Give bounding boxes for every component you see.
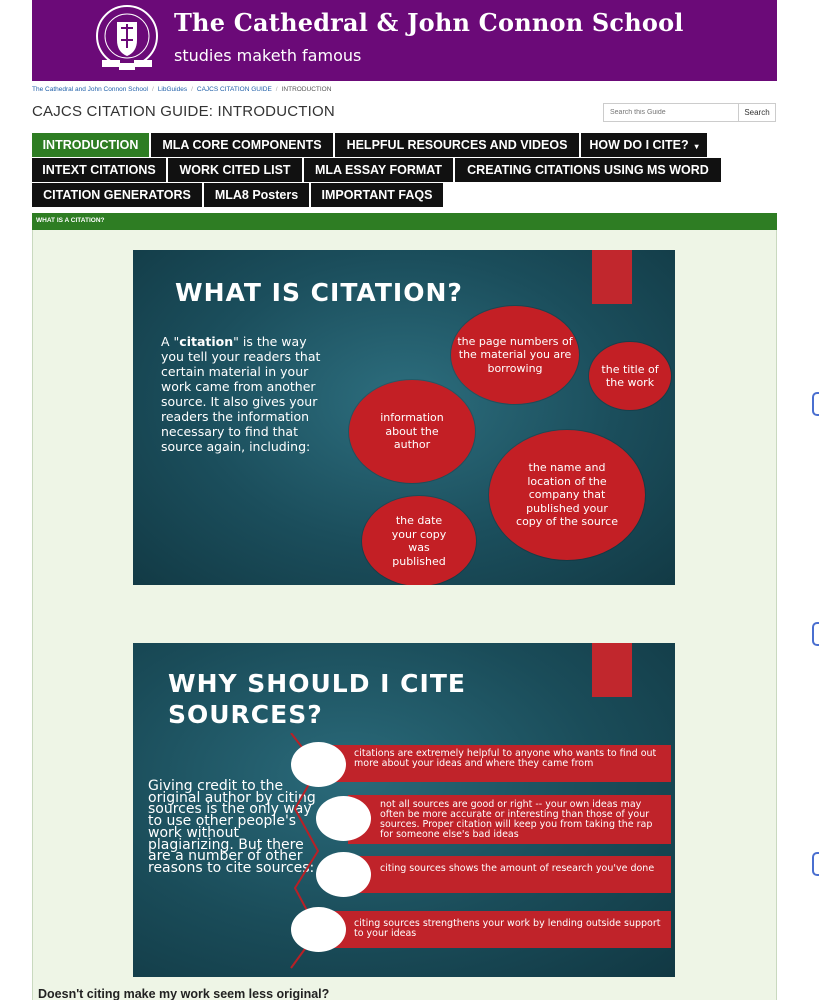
tab-mla-core-components[interactable]: MLA CORE COMPONENTS bbox=[151, 133, 333, 157]
tab-helpful-resources[interactable]: HELPFUL RESOURCES AND VIDEOS bbox=[335, 133, 579, 157]
breadcrumb-current: INTRODUCTION bbox=[281, 86, 332, 93]
bullet-oval bbox=[316, 796, 371, 841]
circle-publisher: the name and location of the company that published your copy of the source bbox=[489, 430, 645, 560]
school-tagline: studies maketh famous bbox=[174, 46, 362, 65]
intro-rest: " is the way you tell your readers that certain material in your work came from another source. It also gives your readers the information necessary to find that source again, including: bbox=[161, 334, 321, 454]
edge-widget[interactable] bbox=[812, 392, 819, 416]
chevron-down-icon: ▾ bbox=[694, 142, 699, 151]
slide-title-line2: SOURCES? bbox=[168, 700, 323, 729]
site-banner bbox=[32, 0, 777, 81]
tab-how-do-i-cite[interactable] bbox=[581, 133, 707, 157]
box-heading-bar bbox=[32, 213, 777, 230]
search-button[interactable]: Search bbox=[738, 103, 776, 122]
breadcrumb bbox=[32, 86, 331, 93]
slide-why-cite-sources bbox=[133, 643, 675, 977]
bullet-oval bbox=[291, 907, 346, 952]
breadcrumb-school[interactable]: The Cathedral and John Connon School bbox=[32, 86, 148, 93]
slide-title: WHAT IS CITATION? bbox=[175, 278, 463, 307]
bullet-oval bbox=[291, 742, 346, 787]
breadcrumb-guide[interactable]: CAJCS CITATION GUIDE bbox=[196, 86, 272, 93]
circle-date: the date your copy was published bbox=[362, 496, 476, 585]
circle-title: the title of the work bbox=[589, 342, 671, 410]
tab-creating-citations-ms-word[interactable]: CREATING CITATIONS USING MS WORD bbox=[455, 158, 721, 182]
tab-important-faqs[interactable]: IMPORTANT FAQS bbox=[311, 183, 443, 207]
breadcrumb-libguides[interactable]: LibGuides bbox=[157, 86, 188, 93]
breadcrumb-separator: / bbox=[275, 86, 278, 93]
slide-intro-text: Giving credit to the original author by citing sources is the only way to use other people's work without plagiarizing. But there are a number of other reasons to cite sources: bbox=[148, 778, 316, 876]
slide-what-is-citation bbox=[133, 250, 675, 585]
slide-red-tab bbox=[592, 250, 632, 304]
box-heading: WHAT IS A CITATION? bbox=[36, 217, 105, 224]
tab-mla8-posters[interactable]: MLA8 Posters bbox=[204, 183, 309, 207]
school-name[interactable]: The Cathedral & John Connon School bbox=[174, 8, 684, 37]
edge-widget[interactable] bbox=[812, 622, 819, 646]
slide-title-line1: WHY SHOULD I CITE bbox=[168, 669, 466, 698]
slide-red-tab bbox=[592, 643, 632, 697]
edge-widget[interactable] bbox=[812, 852, 819, 876]
faq-question: Doesn't citing make my work seem less original? bbox=[38, 987, 330, 1000]
reason-item: citing sources strengthens your work by lending outside support to your ideas bbox=[328, 911, 671, 948]
bullet-oval bbox=[316, 852, 371, 897]
search-input[interactable] bbox=[603, 103, 739, 122]
intro-prefix: A " bbox=[161, 334, 180, 349]
breadcrumb-separator: / bbox=[152, 86, 154, 93]
reason-item: citations are extremely helpful to anyone who wants to find out more about your ideas and where they came from bbox=[328, 745, 671, 782]
circle-page-numbers: the page numbers of the material you are borrowing bbox=[451, 306, 579, 404]
reason-item: citing sources shows the amount of research you've done bbox=[348, 856, 671, 893]
circle-author: information about the author bbox=[349, 380, 475, 483]
intro-bold: citation bbox=[179, 334, 234, 349]
slide-intro-text bbox=[161, 334, 326, 454]
tab-work-cited-list[interactable]: WORK CITED LIST bbox=[168, 158, 302, 182]
tab-citation-generators[interactable]: CITATION GENERATORS bbox=[32, 183, 202, 207]
tab-how-do-i-cite-label: HOW DO I CITE? bbox=[589, 138, 689, 152]
school-crest-icon bbox=[92, 0, 162, 75]
tab-mla-essay-format[interactable]: MLA ESSAY FORMAT bbox=[304, 158, 453, 182]
reason-item: not all sources are good or right -- your own ideas may often be more accurate or interesting than those of your sources. Proper citation will keep you from taking the rap for someone else's bad ideas bbox=[348, 795, 671, 844]
breadcrumb-separator: / bbox=[191, 86, 193, 93]
tab-intext-citations[interactable]: INTEXT CITATIONS bbox=[32, 158, 166, 182]
page-title: CAJCS CITATION GUIDE: INTRODUCTION bbox=[32, 103, 335, 120]
tab-introduction[interactable]: INTRODUCTION bbox=[32, 133, 149, 157]
